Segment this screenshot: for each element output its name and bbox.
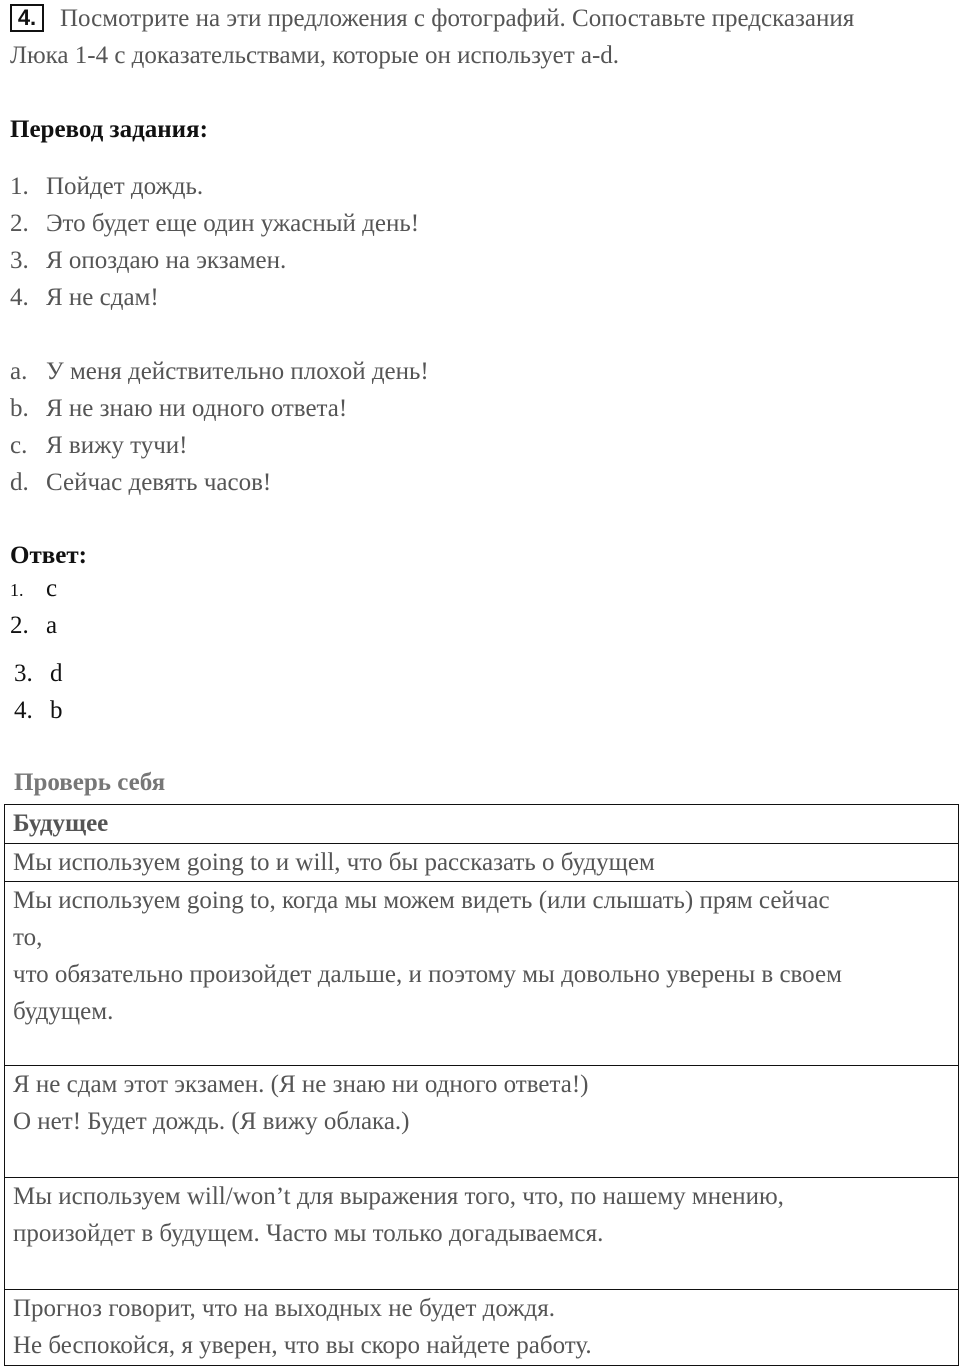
rule-line: произойдет в будущем. Часто мы только догадываемся.	[13, 1220, 604, 1247]
grammar-rule-table	[4, 804, 959, 1366]
prediction-number: 1.	[10, 173, 29, 200]
evidence-text: Сейчас девять часов!	[46, 469, 272, 496]
prediction-number: 4.	[10, 284, 29, 311]
table-cell	[5, 882, 959, 1066]
evidence-letter: c.	[10, 432, 28, 459]
table-row	[5, 805, 959, 844]
table-row	[5, 1290, 959, 1366]
answer-value: d	[50, 660, 63, 687]
answer-number: 4.	[14, 697, 33, 724]
evidence-letter: a.	[10, 358, 28, 385]
answer-item	[10, 611, 57, 641]
answer-item	[14, 659, 63, 689]
prediction-number: 2.	[10, 210, 29, 237]
answer-value: c	[46, 575, 58, 602]
answer-item	[14, 696, 63, 726]
evidence-item	[10, 431, 188, 461]
answer-item	[10, 574, 57, 605]
table-row	[5, 844, 959, 882]
table-row	[5, 882, 959, 1066]
task-number-box: 4.	[10, 4, 44, 32]
evidence-text: Я вижу тучи!	[46, 432, 188, 459]
prediction-item	[10, 246, 286, 276]
rule-line: Мы используем will/won’t для выражения того, что, по нашему мнению,	[13, 1183, 784, 1210]
answer-value: b	[50, 697, 63, 724]
rule-line: что обязательно произойдет дальше, и поэтому мы довольно уверены в своем	[13, 961, 842, 988]
prediction-item	[10, 209, 419, 239]
prediction-text: Пойдет дождь.	[46, 173, 204, 200]
prediction-text: Это будет еще один ужасный день!	[46, 210, 420, 237]
table-row	[5, 1178, 959, 1290]
prediction-text: Я опоздаю на экзамен.	[46, 247, 287, 274]
example-line: О нет! Будет дождь. (Я вижу облака.)	[13, 1108, 410, 1135]
table-cell: Мы используем going to и will, что бы рассказать о будущем	[5, 844, 959, 882]
evidence-item	[10, 394, 347, 424]
table-cell	[5, 1178, 959, 1290]
answer-value: a	[46, 612, 58, 639]
answer-number: 3.	[14, 660, 33, 687]
task-instruction-line2: Люка 1-4 с доказательствами, которые он использует a-d.	[10, 42, 620, 69]
rule-line: то,	[13, 924, 43, 951]
evidence-text: Я не знаю ни одного ответа!	[46, 395, 348, 422]
task-instruction-line1: Посмотрите на эти предложения с фотографий. Сопоставьте предсказания	[60, 5, 855, 32]
example-line: Прогноз говорит, что на выходных не будет дождя.	[13, 1295, 555, 1322]
translation-heading: Перевод задания:	[10, 116, 208, 143]
evidence-item	[10, 357, 429, 387]
check-title: Проверь себя	[14, 769, 166, 796]
prediction-item	[10, 172, 203, 202]
answer-number: 1.	[10, 580, 24, 600]
evidence-item	[10, 468, 271, 498]
prediction-number: 3.	[10, 247, 29, 274]
prediction-text: Я не сдам!	[46, 284, 159, 311]
rule-line: Мы используем going to, когда мы можем видеть (или слышать) прям сейчас	[13, 887, 830, 914]
table-cell	[5, 1066, 959, 1178]
prediction-item	[10, 283, 159, 313]
table-row	[5, 1066, 959, 1178]
evidence-letter: b.	[10, 395, 29, 422]
table-cell	[5, 1290, 959, 1366]
evidence-text: У меня действительно плохой день!	[46, 358, 429, 385]
answer-number: 2.	[10, 612, 29, 639]
example-line: Не беспокойся, я уверен, что вы скоро найдете работу.	[13, 1332, 592, 1359]
table-header-cell: Будущее	[5, 805, 959, 844]
evidence-letter: d.	[10, 469, 29, 496]
example-line: Я не сдам этот экзамен. (Я не знаю ни одного ответа!)	[13, 1071, 589, 1098]
rule-line: будущем.	[13, 998, 114, 1025]
answer-heading: Ответ:	[10, 542, 87, 569]
